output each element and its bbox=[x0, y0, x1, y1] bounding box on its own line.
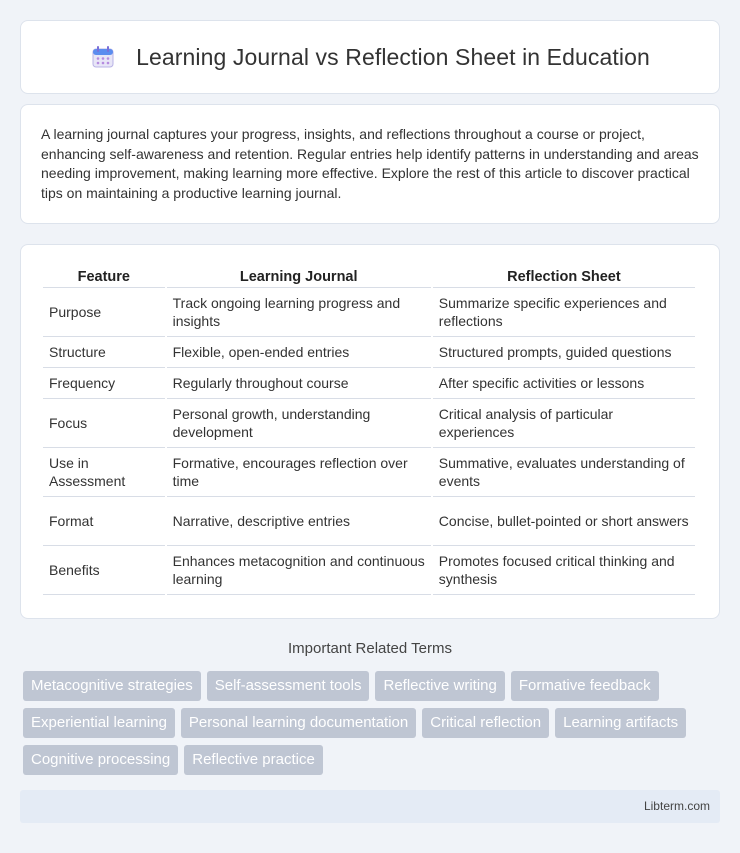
header-feature: Feature bbox=[43, 265, 165, 288]
related-term-tag[interactable]: Metacognitive strategies bbox=[23, 671, 201, 701]
row-learning-journal: Regularly throughout course bbox=[167, 368, 431, 399]
header-card bbox=[20, 20, 720, 94]
row-reflection-sheet: Structured prompts, guided questions bbox=[433, 337, 695, 368]
row-learning-journal: Track ongoing learning progress and insights bbox=[167, 288, 431, 337]
table-row bbox=[43, 368, 695, 399]
row-learning-journal: Formative, encourages reflection over time bbox=[167, 448, 431, 497]
row-learning-journal: Personal growth, understanding development bbox=[167, 399, 431, 448]
row-feature: Benefits bbox=[43, 546, 165, 595]
row-learning-journal: Enhances metacognition and continuous learning bbox=[167, 546, 431, 595]
related-term-tag[interactable]: Critical reflection bbox=[422, 708, 549, 738]
related-term-tag[interactable]: Experiential learning bbox=[23, 708, 175, 738]
comparison-table bbox=[41, 265, 697, 595]
intro-paragraph: A learning journal captures your progress, insights, and reflections throughout a course or project, enhancing self-awareness and retention. Regular entries help identify patterns in understanding and areas needing improvement, making learning more effective. Explore the rest of this article to discover practical tips on maintaining a productive learning journal. bbox=[41, 126, 699, 201]
related-term-tag[interactable]: Reflective practice bbox=[184, 745, 323, 775]
row-reflection-sheet: Critical analysis of particular experiences bbox=[433, 399, 695, 448]
row-feature: Use in Assessment bbox=[43, 448, 165, 497]
related-term-tag[interactable]: Personal learning documentation bbox=[181, 708, 416, 738]
row-reflection-sheet: Summarize specific experiences and reflections bbox=[433, 288, 695, 337]
row-feature: Structure bbox=[43, 337, 165, 368]
table-row bbox=[43, 288, 695, 337]
row-feature: Focus bbox=[43, 399, 165, 448]
footer-brand-link[interactable]: Libterm.com bbox=[643, 799, 710, 813]
row-reflection-sheet: After specific activities or lessons bbox=[433, 368, 695, 399]
table-row bbox=[43, 448, 695, 497]
row-learning-journal: Flexible, open-ended entries bbox=[167, 337, 431, 368]
table-row bbox=[43, 337, 695, 368]
row-reflection-sheet: Summative, evaluates understanding of events bbox=[433, 448, 695, 497]
related-term-tag[interactable]: Reflective writing bbox=[375, 671, 504, 701]
calendar-icon bbox=[90, 44, 116, 70]
table-header-row bbox=[43, 265, 695, 288]
header-reflection-sheet: Reflection Sheet bbox=[433, 265, 695, 288]
related-term-tag[interactable]: Formative feedback bbox=[511, 671, 659, 701]
page-title: Learning Journal vs Reflection Sheet in Education bbox=[136, 43, 650, 70]
footer bbox=[20, 790, 720, 823]
title-wrap bbox=[90, 44, 650, 71]
table-row bbox=[43, 546, 695, 595]
row-reflection-sheet: Promotes focused critical thinking and synthesis bbox=[433, 546, 695, 595]
row-feature: Format bbox=[43, 497, 165, 546]
related-terms-title: Important Related Terms bbox=[288, 640, 452, 657]
row-feature: Purpose bbox=[43, 288, 165, 337]
row-reflection-sheet: Concise, bullet-pointed or short answers bbox=[433, 497, 695, 546]
row-learning-journal: Narrative, descriptive entries bbox=[167, 497, 431, 546]
table-row bbox=[43, 497, 695, 546]
table-row bbox=[43, 399, 695, 448]
header-learning-journal: Learning Journal bbox=[167, 265, 431, 288]
related-term-tag[interactable]: Self-assessment tools bbox=[207, 671, 370, 701]
related-terms-list bbox=[23, 671, 723, 775]
comparison-table-card bbox=[20, 244, 720, 619]
row-feature: Frequency bbox=[43, 368, 165, 399]
related-term-tag[interactable]: Cognitive processing bbox=[23, 745, 178, 775]
intro-card bbox=[20, 104, 720, 224]
related-term-tag[interactable]: Learning artifacts bbox=[555, 708, 686, 738]
